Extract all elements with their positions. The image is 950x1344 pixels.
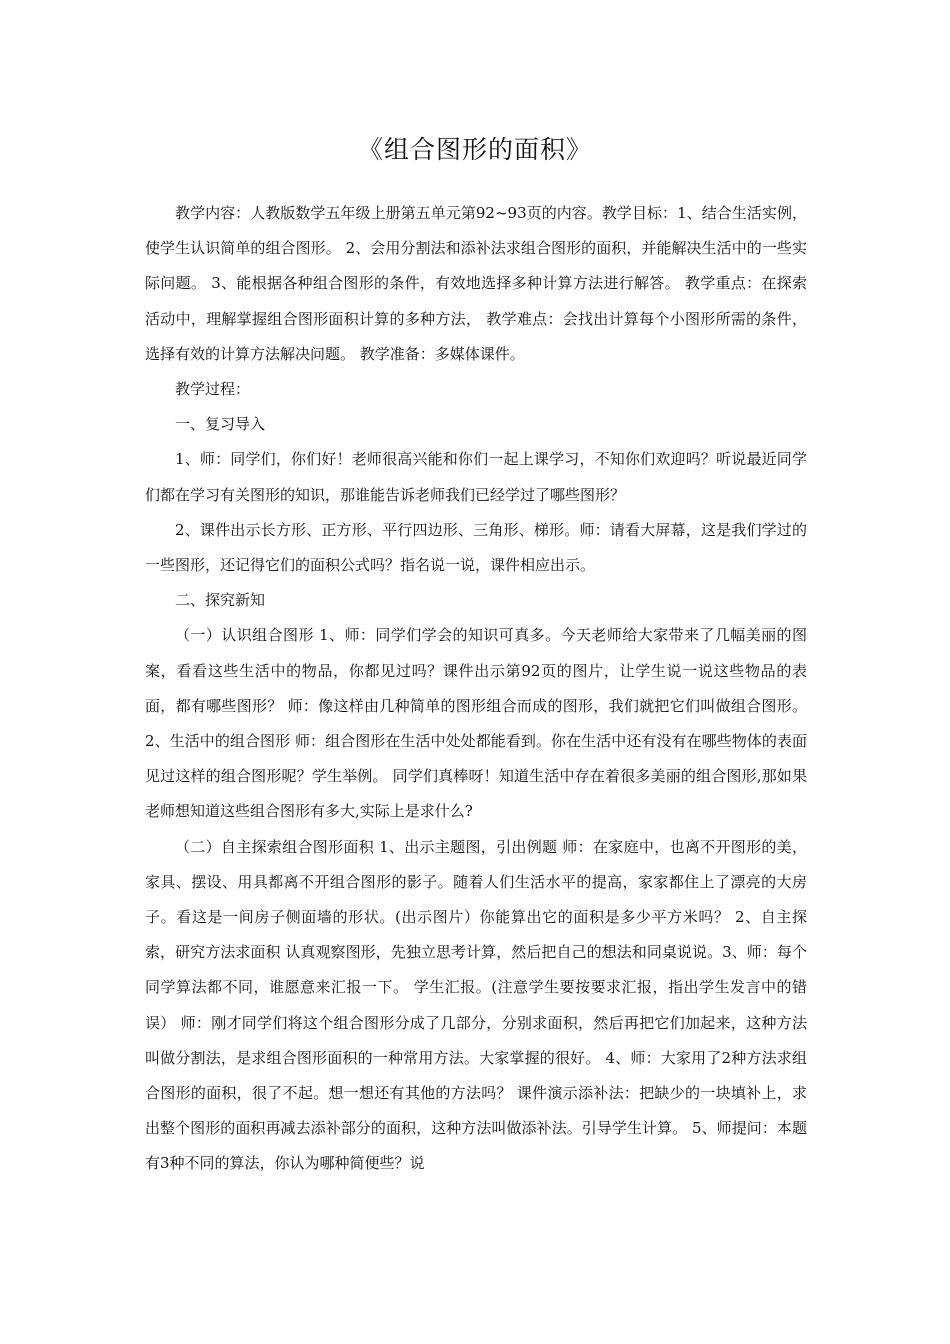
paragraph-review-1: 1、师：同学们，你们好！老师很高兴能和你们一起上课学习，不知你们欢迎吗？听说最近同学们都在学习有关图形的知识，那谁能告诉老师我们已经学过了哪些图形？ <box>145 450 807 504</box>
document-title: 《组合图形的面积》 <box>357 135 592 164</box>
document-body <box>145 196 807 1182</box>
paragraph-process-heading: 教学过程： <box>175 380 251 399</box>
paragraph-teaching-content: 教学内容：人教版数学五年级上册第五单元第92~93页的内容。教学目标：1、结合生活实例，使学生认识简单的组合图形。 2、会用分割法和添补法求组合图形的面积，并能解决生活中的一些实际问题。 3、能根据各种组合图形的条件，有效地选择多种计算方法进行解答。 教学重点：在探索活动中，理解掌握组合图形面积计算的多种方法， 教学难点：会找出计算每个小图形所需的条件，选择有效的计算方法解决问题。 教学准备：多媒体课件。 <box>145 204 807 363</box>
paragraph-explore-2: （二）自主探索组合图形面积 1、出示主题图，引出例题 师：在家庭中，也离不开图形的美，家具、摆设、用具都离不开组合图形的影子。随着人们生活水平的提高，家家都住上了漂亮的大房子。看这是一间房子侧面墙的形状。(出示图片）你能算出它的面积是多少平方米吗？ 2、自主探索，研究方法求面积 认真观察图形，先独立思考计算，然后把自己的想法和同桌说说。3、师：每个同学算法都不同，谁愿意来汇报一下。 学生汇报。(注意学生要按要求汇报，指出学生发言中的错误） 师：刚才同学们将这个组合图形分成了几部分，分别求面积，然后再把它们加起来，这种方法叫做分割法，是求组合图形面积的一种常用方法。大家掌握的很好。 4、师：大家用了2种方法求组合图形的面积，很了不起。想一想还有其他的方法吗？ 课件演示添补法：把缺少的一块填补上，求出整个图形的面积再减去添补部分的面积，这种方法叫做添补法。引导学生计算。 5、师提问：本题有3种不同的算法，你认为哪种简便些？说 <box>145 837 807 1173</box>
section-heading-explore: 二、探究新知 <box>175 591 266 610</box>
paragraph-review-2: 2、课件出示长方形、正方形、平行四边形、三角形、梯形。师：请看大屏幕，这是我们学过的一些图形，还记得它们的面积公式吗？指名说一说，课件相应出示。 <box>145 520 807 575</box>
paragraph-explore-1: （一）认识组合图形 1、师：同学们学会的知识可真多。今天老师给大家带来了几幅美丽的图案，看看这些生活中的物品，你都见过吗？课件出示第92页的图片，让学生说一说这些物品的表面，都有哪些图形？ 师：像这样由几种简单的图形组合而成的图形，我们就把它们叫做组合图形。 2、生活中的组合图形 师：组合图形在生活中处处都能看到。你在生活中还有没有在哪些物体的表面见过这样的组合图形呢？学生举例。 同学们真棒呀！知道生活中存在着很多美丽的组合图形,那如果老师想知道这些组合图形有多大,实际上是求什么? <box>145 626 807 821</box>
section-heading-review: 一、复习导入 <box>175 415 266 434</box>
